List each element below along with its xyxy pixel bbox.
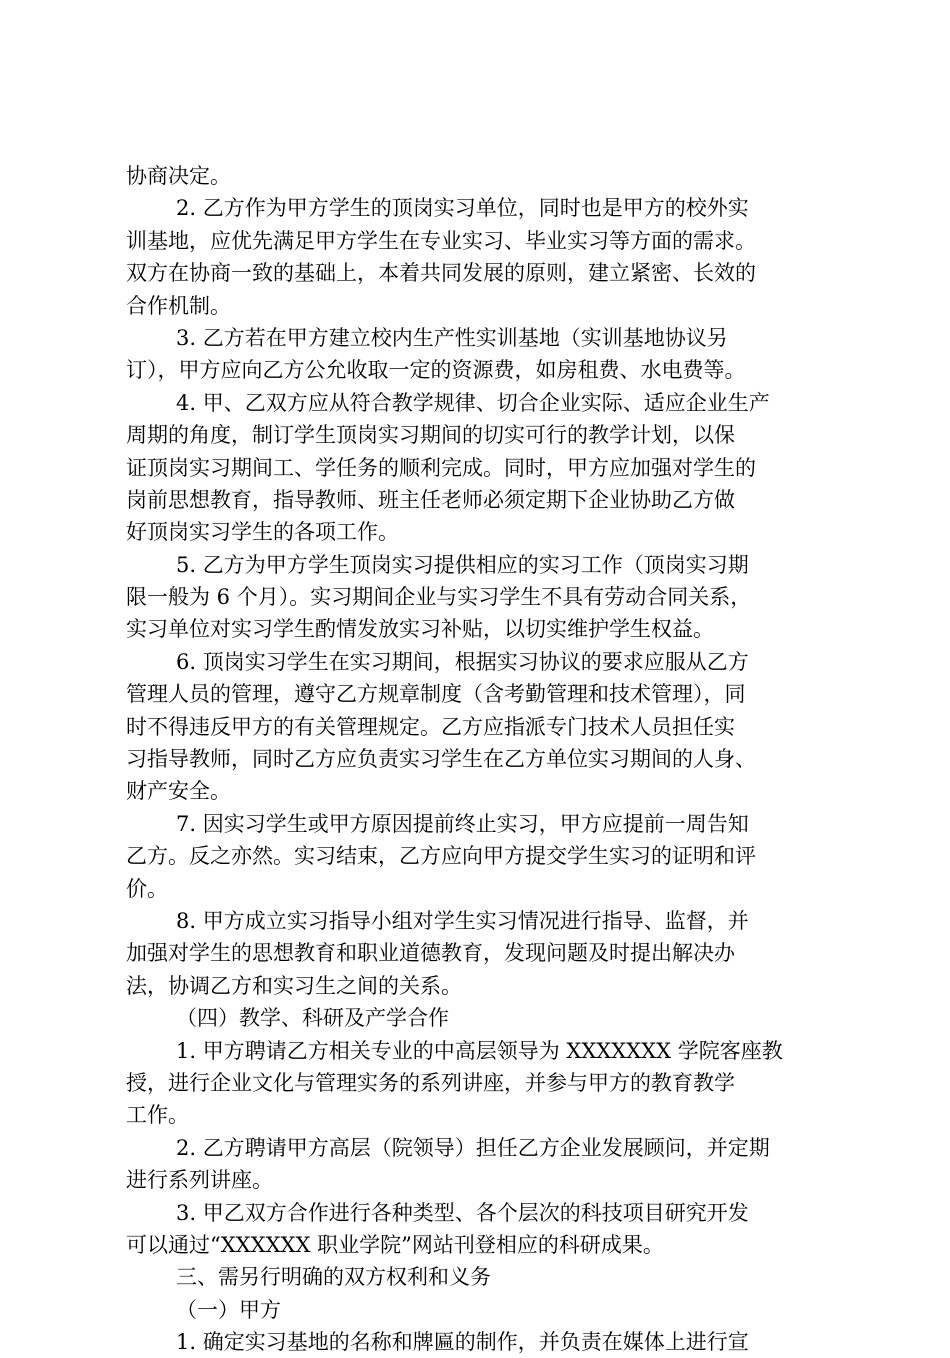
text-line: 进行系列讲座。 xyxy=(126,1168,273,1193)
text-line: 8. 甲方成立实习指导小组对学生实习情况进行指导、监督，并 xyxy=(176,908,749,933)
text-line: 3. 甲乙双方合作进行各种类型、各个层次的科技项目研究开发 xyxy=(176,1200,749,1225)
text-line: 价。 xyxy=(126,876,168,901)
text-line: 证顶岗实习期间工、学任务的顺利完成。同时，甲方应加强对学生的 xyxy=(126,455,756,480)
text-line: 工作。 xyxy=(126,1103,189,1128)
text-line: 2. 乙方聘请甲方高层（院领导）担任乙方企业发展顾问，并定期 xyxy=(176,1135,770,1160)
document-body xyxy=(126,160,836,1358)
text-line: 3. 乙方若在甲方建立校内生产性实训基地（实训基地协议另 xyxy=(176,325,728,350)
text-line: 习指导教师，同时乙方应负责实习学生在乙方单位实习期间的人身、 xyxy=(126,747,756,772)
text-line: 时不得违反甲方的有关管理规定。乙方应指派专门技术人员担任实 xyxy=(126,714,735,739)
text-line: 4. 甲、乙双方应从符合教学规律、切合企业实际、适应企业生产 xyxy=(176,390,770,415)
text-line: 合作机制。 xyxy=(126,293,231,318)
text-line: 财产安全。 xyxy=(126,779,231,804)
text-line: 6. 顶岗实习学生在实习期间，根据实习协议的要求应服从乙方 xyxy=(176,649,749,674)
text-line: 限一般为 6 个月）。实习期间企业与实习学生不具有劳动合同关系， xyxy=(126,585,752,610)
text-line: 1. 确定实习基地的名称和牌匾的制作，并负责在媒体上进行宣 xyxy=(176,1330,749,1355)
text-line: 乙方。反之亦然。实习结束，乙方应向甲方提交学生实习的证明和评 xyxy=(126,844,756,869)
text-line: 订），甲方应向乙方公允收取一定的资源费，如房租费、水电费等。 xyxy=(126,358,746,383)
text-line: 双方在协商一致的基础上，本着共同发展的原则，建立紧密、长效的 xyxy=(126,261,756,286)
text-line: 法，协调乙方和实习生之间的关系。 xyxy=(126,973,462,998)
text-line: 7. 因实习学生或甲方原因提前终止实习，甲方应提前一周告知 xyxy=(176,811,749,836)
text-line: 训基地，应优先满足甲方学生在专业实习、毕业实习等方面的需求。 xyxy=(126,228,756,253)
text-line: 2. 乙方作为甲方学生的顶岗实习单位，同时也是甲方的校外实 xyxy=(176,196,749,221)
text-line: 岗前思想教育，指导教师、班主任老师必须定期下企业协助乙方做 xyxy=(126,487,735,512)
text-line: 1. 甲方聘请乙方相关专业的中高层领导为 XXXXXXX 学院客座教 xyxy=(176,1038,783,1063)
text-line: 5. 乙方为甲方学生顶岗实习提供相应的实习工作（顶岗实习期 xyxy=(176,552,749,577)
text-line: 管理人员的管理，遵守乙方规章制度（含考勤管理和技术管理），同 xyxy=(126,682,746,707)
section-heading: 三、需另行明确的双方权利和义务 xyxy=(176,1265,491,1290)
subsection-heading: （一）甲方 xyxy=(176,1297,281,1322)
text-line: 加强对学生的思想教育和职业道德教育，发现问题及时提出解决办 xyxy=(126,941,735,966)
text-line: 周期的角度，制订学生顶岗实习期间的切实可行的教学计划，以保 xyxy=(126,423,735,448)
text-line: 授，进行企业文化与管理实务的系列讲座，并参与甲方的教育教学 xyxy=(126,1070,735,1095)
text-line: 可以通过“XXXXXX 职业学院”网站刊登相应的科研成果。 xyxy=(126,1232,664,1257)
text-line: 好顶岗实习学生的各项工作。 xyxy=(126,520,399,545)
section-heading: （四）教学、科研及产学合作 xyxy=(176,1006,449,1031)
text-line: 实习单位对实习学生酌情发放实习补贴，以切实维护学生权益。 xyxy=(126,617,714,642)
text-line: 协商决定。 xyxy=(126,164,231,188)
